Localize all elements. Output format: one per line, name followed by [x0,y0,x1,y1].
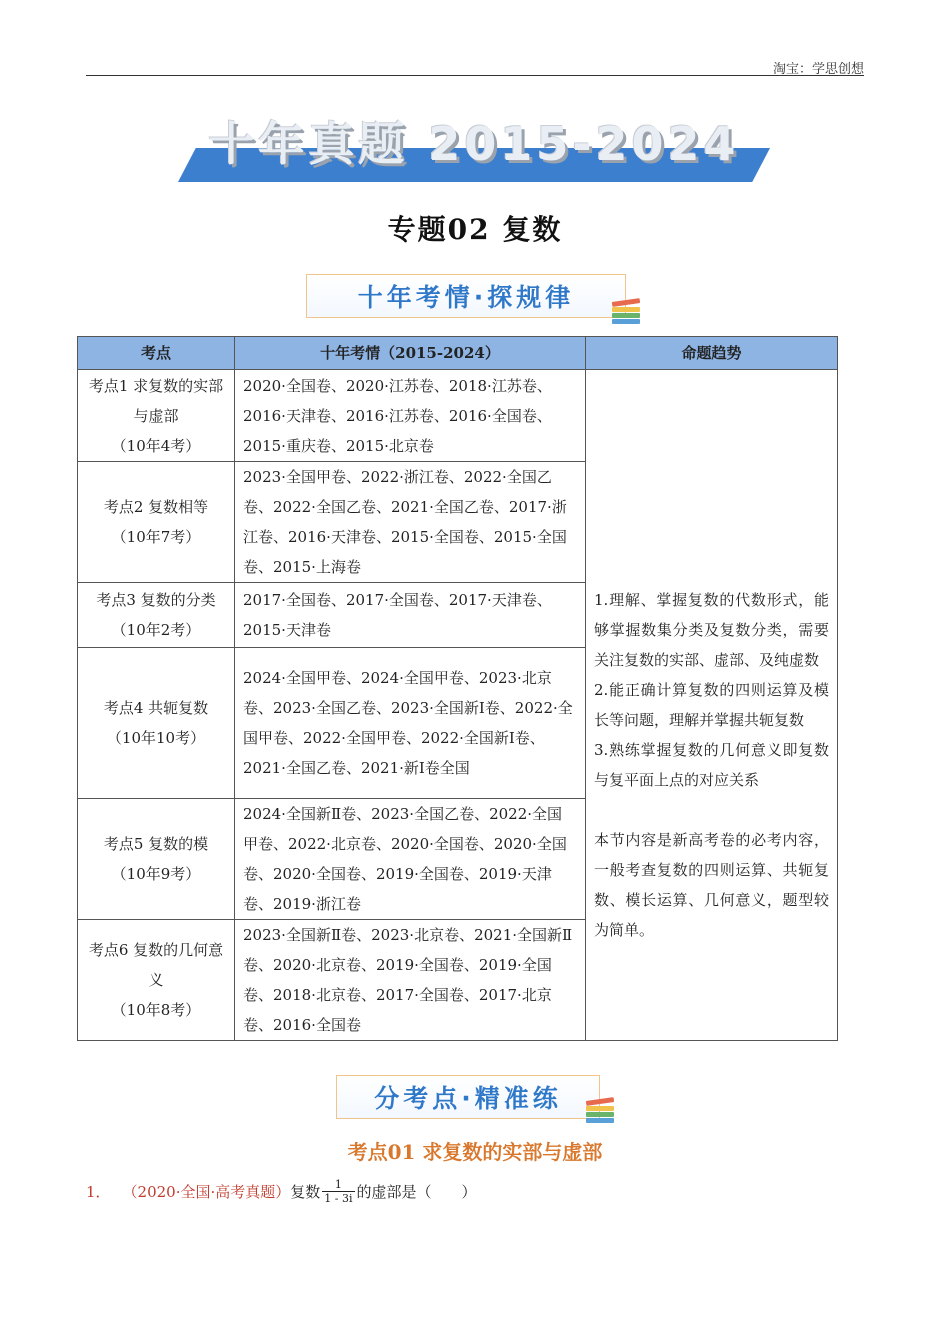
point-count: （10年10考） [106,729,206,747]
point-count: （10年9考） [111,865,201,883]
banner-title: 十年真题 2015-2024 [208,117,740,171]
question-prefix: 复数 [290,1183,321,1201]
books-icon [612,300,642,322]
tag-practice: 分考点·精准练 [336,1075,600,1119]
question-number: 1． [86,1183,111,1201]
exam-trend-table [77,336,838,1041]
question-fraction [322,1178,354,1205]
point-label: 考点5 复数的模 [103,835,209,853]
trend-line-3: 3.熟练掌握复数的几何意义即复数与复平面上点的对应关系 [594,741,829,789]
exams-cell: 2024·全国新Ⅱ卷、2023·全国乙卷、2022·全国甲卷、2022·北京卷、2020·全国卷、2020·全国卷、2020·全国卷、2019·全国卷、2019·天津卷、2019·浙江卷 [235,799,586,920]
point-label: 考点6 复数的几何意义 [88,941,224,989]
col-header-point: 考点 [78,337,235,370]
point-count: （10年2考） [111,621,201,639]
point-label: 考点2 复数相等 [103,498,209,516]
trend-cell [586,370,838,1041]
point-cell [78,799,235,920]
table-header-row [78,337,838,370]
point-label: 考点3 复数的分类 [96,591,216,609]
header-rule [86,75,864,76]
books-icon [586,1099,616,1121]
topic-subtitle: 专题02 复数 [387,213,563,246]
exams-cell: 2017·全国卷、2017·全国卷、2017·天津卷、2015·天津卷 [235,583,586,648]
point-label: 考点1 求复数的实部与虚部 [88,376,224,425]
point-count: （10年8考） [111,1001,201,1019]
trend-line-1: 1.理解、掌握复数的代数形式，能够掌握数集分类及复数分类，需要关注复数的实部、虚部、及纯虚数 [594,591,829,669]
trend-summary: 本节内容是新高考卷的必考内容，一般考查复数的四则运算、共轭复数、模长运算、几何意义，题型较为简单。 [594,831,829,939]
header-note: 淘宝：学思创想 [772,62,864,77]
point-count: （10年7考） [111,528,201,546]
point-label: 考点4 共轭复数 [103,699,209,717]
exams-cell: 2020·全国卷、2020·江苏卷、2018·江苏卷、2016·天津卷、2016·江苏卷、2016·全国卷、2015·重庆卷、2015·北京卷 [235,370,586,462]
point-cell [78,462,235,583]
col-header-exams: 十年考情（2015-2024） [235,337,586,370]
point-cell [78,920,235,1041]
question-1 [86,1178,866,1205]
fraction-numerator: 1 [334,1178,342,1191]
point-cell [78,583,235,648]
point-count: （10年4考） [111,436,201,455]
title-banner [178,114,770,182]
point-cell [78,370,235,462]
tag-trend: 十年考情·探规律 [306,274,626,318]
question-suffix: 的虚部是（ ） [356,1183,477,1201]
trend-line-2: 2.能正确计算复数的四则运算及模长等问题，理解并掌握共轭复数 [594,681,829,729]
exams-cell: 2023·全国新Ⅱ卷、2023·北京卷、2021·全国新Ⅱ卷、2020·北京卷、2019·全国卷、2019·全国卷、2018·北京卷、2017·全国卷、2017·北京卷、2016·全国卷 [235,920,586,1041]
section-title: 考点01 求复数的实部与虚部 [347,1140,603,1164]
col-header-trend: 命题趋势 [586,337,838,370]
exams-cell: 2024·全国甲卷、2024·全国甲卷、2023·北京卷、2023·全国乙卷、2023·全国新Ⅰ卷、2022·全国甲卷、2022·全国甲卷、2022·全国新Ⅰ卷、2021·全国乙卷、2021·新Ⅰ卷全国 [235,648,586,799]
exams-cell: 2023·全国甲卷、2022·浙江卷、2022·全国乙卷、2022·全国乙卷、2021·全国乙卷、2017·浙江卷、2016·天津卷、2015·全国卷、2015·全国卷、2015·上海卷 [235,462,586,583]
table-row [78,370,838,462]
fraction-denominator: 1 - 3i [324,1192,353,1205]
question-source: （2020·全国·高考真题） [122,1183,291,1201]
point-cell [78,648,235,799]
